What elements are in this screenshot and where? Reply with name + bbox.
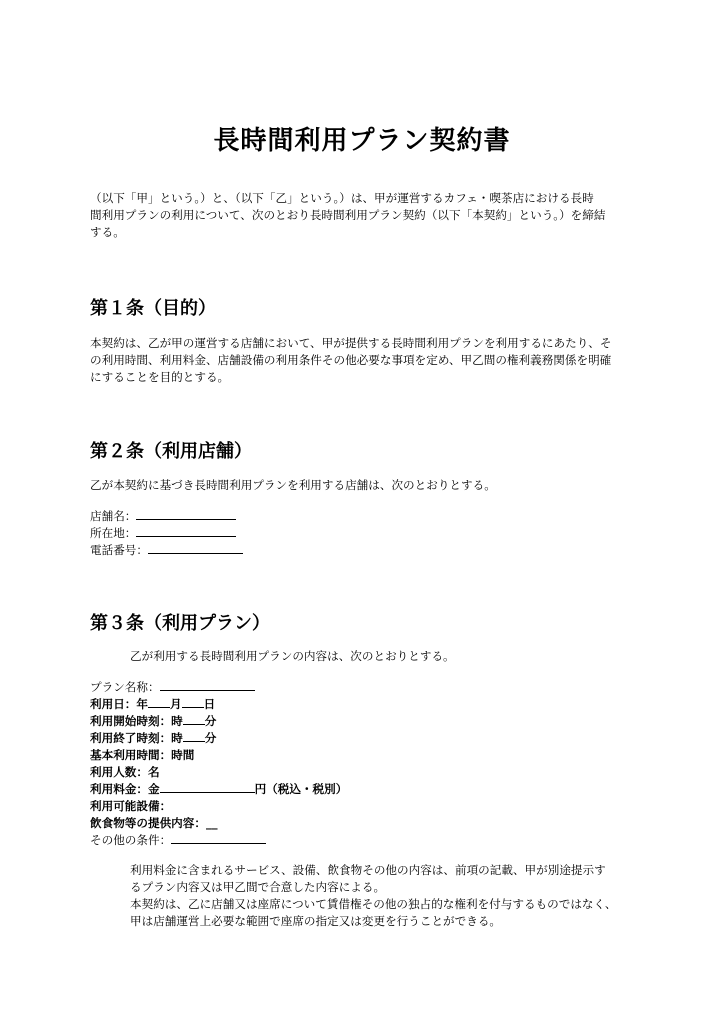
- article-1-line: の利用時間、利用料金、店舗設備の利用条件その他必要な事項を定め、甲乙間の権利義務関係を明確: [90, 353, 612, 367]
- plan-name-label: プラン名称：: [90, 680, 160, 694]
- article-2-heading: 第２条（利用店舗）: [90, 441, 252, 462]
- address-label: 所在地：: [90, 526, 137, 540]
- article-1-heading: 第１条（目的）: [90, 298, 216, 319]
- people-label: 利用人数：名: [90, 765, 160, 779]
- preamble-line: する。: [90, 225, 125, 239]
- article-3-notes: [130, 862, 650, 930]
- month-blank[interactable]: [148, 696, 170, 708]
- basic-time-field: [90, 747, 194, 764]
- start-minute-blank[interactable]: [183, 713, 205, 725]
- plan-name-field: [90, 679, 255, 696]
- start-minute-unit: 分: [204, 714, 217, 728]
- article-3-note-line: 本契約は、乙に店舗又は座席について賃借権その他の独占的な権利を付与するものではなく、: [130, 897, 617, 911]
- article-1-body: [90, 335, 650, 386]
- day-blank[interactable]: [182, 696, 204, 708]
- store-name-blank[interactable]: [136, 508, 236, 520]
- other-conditions-field: [90, 832, 266, 849]
- equipment-label: 利用可能設備：: [90, 799, 172, 813]
- date-month: 月: [169, 697, 182, 711]
- fee-field: [90, 781, 347, 798]
- article-3-note-line: るプラン内容又は甲乙間で合意した内容による。: [130, 880, 386, 894]
- phone-field: [90, 542, 243, 559]
- address-blank[interactable]: [136, 525, 236, 537]
- plan-name-blank[interactable]: [160, 679, 255, 691]
- phone-blank[interactable]: [148, 542, 243, 554]
- start-time-field: [90, 713, 216, 730]
- article-2-intro-line: 乙が本契約に基づき長時間利用プランを利用する店舗は、次のとおりとする。: [90, 478, 496, 492]
- phone-label: 電話番号：: [90, 543, 148, 557]
- article-3-heading: 第３条（利用プラン）: [90, 613, 270, 634]
- people-field: [90, 764, 160, 781]
- other-conditions-blank[interactable]: [171, 832, 266, 844]
- end-minute-unit: 分: [204, 731, 217, 745]
- article-3-note-line: 甲は店舗運営上必要な範囲で座席の指定又は変更を行うことができる。: [130, 914, 502, 928]
- fee-suffix: 円（税込・税別）: [254, 782, 348, 796]
- preamble-line: 間利用プランの利用について、次のとおり長時間利用プラン契約（以下「本契約」という。）を締結: [90, 208, 606, 222]
- date-label: 利用日：年: [90, 697, 148, 711]
- date-day: 日: [203, 697, 216, 711]
- other-conditions-label: その他の条件：: [90, 833, 172, 847]
- food-blank[interactable]: __: [205, 816, 218, 830]
- start-time-label: 利用開始時刻：時: [90, 714, 183, 728]
- equipment-field: [90, 798, 171, 815]
- fee-label: 利用料金：金: [90, 782, 160, 796]
- article-1-line: にすることを目的とする。: [90, 370, 230, 384]
- store-name-field: [90, 508, 236, 525]
- store-name-label: 店舗名：: [90, 509, 137, 523]
- end-time-field: [90, 730, 216, 747]
- article-1-line: 本契約は、乙が甲の運営する店舗において、甲が提供する長時間利用プランを利用するにあたり、そ: [90, 336, 612, 350]
- preamble: [90, 190, 650, 241]
- document-title: 長時間利用プラン契約書: [213, 126, 511, 156]
- end-time-label: 利用終了時刻：時: [90, 731, 183, 745]
- fee-blank[interactable]: [160, 781, 255, 793]
- article-3-intro-line: 乙が利用する長時間利用プランの内容は、次のとおりとする。: [130, 649, 455, 663]
- preamble-line: （以下「甲」という。）と、（以下「乙」という。）は、甲が運営するカフェ・喫茶店における長時: [90, 191, 594, 205]
- food-label: 飲食物等の提供内容：: [90, 816, 206, 830]
- address-field: [90, 525, 236, 542]
- basic-time-label: 基本利用時間：時間: [90, 748, 195, 762]
- food-field: [90, 815, 218, 832]
- date-field: [90, 696, 215, 713]
- end-minute-blank[interactable]: [183, 730, 205, 742]
- article-2-intro: [90, 477, 650, 494]
- article-3-intro: [130, 648, 650, 665]
- article-3-note-line: 利用料金に含まれるサービス、設備、飲食物その他の内容は、前項の記載、甲が別途提示す: [130, 863, 606, 877]
